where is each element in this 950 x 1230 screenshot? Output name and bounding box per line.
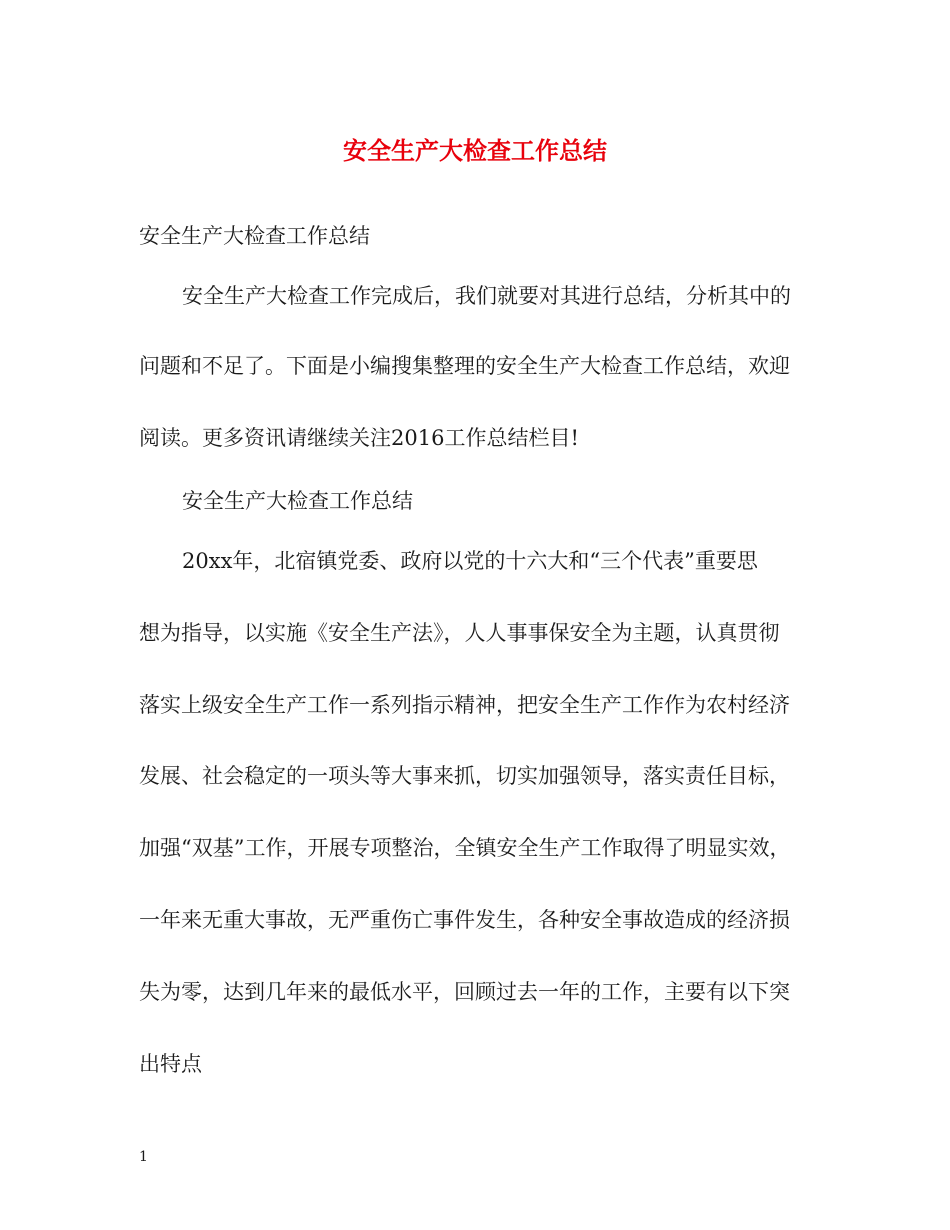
intro-line-2: 问题和不足了。下面是小编搜集整理的安全生产大检查工作总结，欢迎	[139, 354, 790, 378]
page-number: 1	[139, 1149, 148, 1165]
document-title: 安全生产大检查工作总结	[343, 136, 607, 165]
body-line-1: 20xx年，北宿镇党委、政府以党的十六大和“三个代表”重要思	[182, 549, 758, 573]
body-line-3: 落实上级安全生产工作一系列指示精神，把安全生产工作作为农村经济	[139, 693, 790, 717]
body-line-6: 一年来无重大事故，无严重伤亡事件发生，各种安全事故造成的经济损	[139, 908, 790, 932]
body-line-8: 出特点	[139, 1052, 202, 1076]
body-line-2: 想为指导，以实施《安全生产法》，人人事事保安全为主题，认真贯彻	[139, 621, 780, 645]
document-subtitle: 安全生产大检查工作总结	[139, 224, 370, 248]
body-line-5: 加强“双基”工作，开展专项整治，全镇安全生产工作取得了明显实效，	[139, 836, 791, 860]
section-heading: 安全生产大检查工作总结	[182, 489, 413, 513]
intro-line-1: 安全生产大检查工作完成后，我们就要对其进行总结，分析其中的	[182, 284, 791, 308]
body-line-7: 失为零，达到几年来的最低水平，回顾过去一年的工作，主要有以下突	[139, 980, 790, 1004]
intro-line-3: 阅读。更多资讯请继续关注2016工作总结栏目!	[139, 426, 579, 450]
body-line-4: 发展、社会稳定的一项头等大事来抓，切实加强领导，落实责任目标，	[139, 764, 790, 788]
